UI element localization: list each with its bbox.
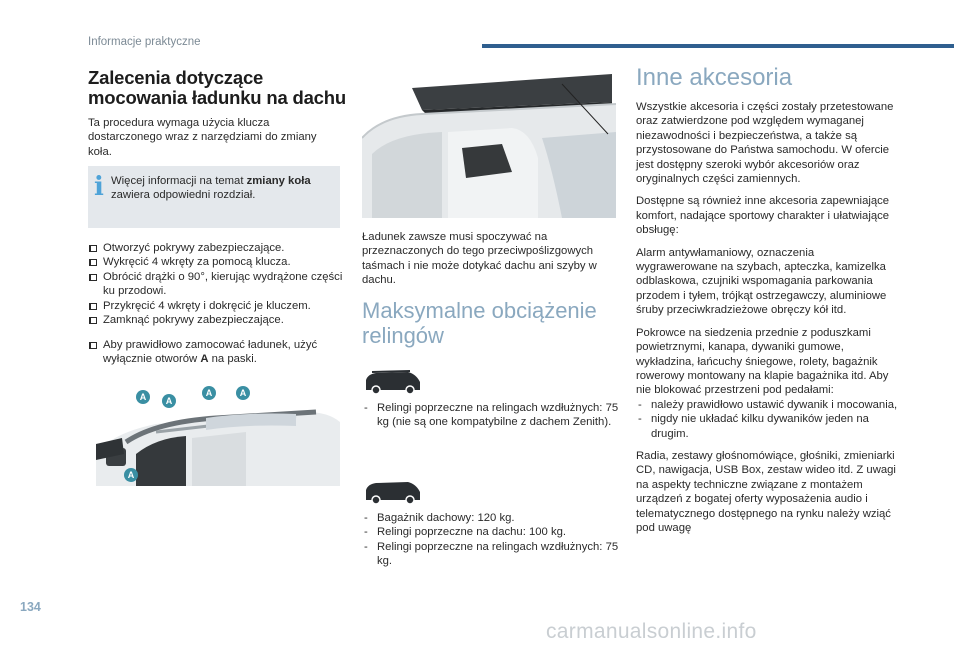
marker-a: A: [136, 390, 150, 404]
load-text: Ładunek zawsze musi spoczywać na przeznaczonych do tego przeciwpoślizgowych taśmach i nie może dotykać dachu ani szyby w dachu.: [362, 231, 597, 287]
step-item: Obrócić drążki o 90°, kierując wydrążone części ku przodowi.: [88, 270, 346, 299]
marker-a: A: [124, 468, 138, 482]
step-item: Otworzyć pokrywy zabezpieczające.: [88, 241, 346, 255]
section-title: Informacje praktyczne: [88, 36, 201, 48]
limit-item: - Relingi poprzeczne na dachu: 100 kg.: [362, 525, 624, 539]
limit-item: - Relingi poprzeczne na relingach wzdłużnych: 75 kg (nie są one kompatybilne z dachem Zenith).: [362, 401, 624, 430]
header-rule: [482, 44, 954, 48]
load-note: [362, 230, 622, 288]
info-prefix: Więcej informacji na temat: [111, 175, 247, 187]
info-suffix: zawiera odpowiedni rozdział.: [111, 189, 256, 202]
limits-list-2-block: [362, 511, 624, 569]
limits-list-1: [362, 401, 624, 430]
marker-a: A: [236, 386, 250, 400]
accessories-p1: Wszystkie akcesoria i części zostały przetestowane oraz zatwierdzone pod względem wymaganej niezawodności i bezpieczeństwa, a także są przystosowane do Państwa samochodu. W ofercie jest dostępny szeroki wybór akcesoriów oraz oryginalnych części zamiennych.: [636, 101, 894, 186]
roof-load-intro: [88, 116, 343, 159]
page-number: 134: [20, 600, 41, 614]
accessories-heading: Inne akcesoria: [636, 64, 793, 91]
limits-list-1-block: [362, 401, 624, 430]
watermark: carmanualsonline.info: [546, 620, 757, 643]
step-item: Zamknąć pokrywy zabezpieczające.: [88, 313, 346, 327]
roof-box-photo: [362, 68, 616, 218]
roof-load-title: Zalecenia dotyczące mocowania ładunku na dachu: [88, 67, 346, 108]
info-text: [111, 174, 335, 203]
roof-rails-photo: [96, 382, 340, 486]
accessories-p2: Dostępne są również inne akcesoria zapewniające komfort, nadające sportowy charakter i ułatwiające obsługę:: [636, 195, 890, 237]
floor-mat-list: [636, 398, 898, 441]
steps-block: [88, 241, 346, 327]
floor-mat-item: - nigdy nie układać kilku dywaników jeden na drugim.: [636, 412, 898, 441]
info-bold-link: zmiany koła: [246, 175, 311, 187]
intro-text: Ta procedura wymaga użycia klucza dostarczonego wraz z narzędziami do zmiany koła.: [88, 117, 317, 158]
roof-box-illustration: [362, 68, 616, 218]
van-rails-icon: [362, 366, 422, 396]
steps-list: [88, 241, 346, 327]
accessories-p4: Pokrowce na siedzenia przednie z poduszkami powietrznymi, kanapa, dywaniki gumowe, wykładzina, łańcuchy śniegowe, rolety, bagażnik rowerowy montowany na klapie bagażnika itd. Aby nie blokować przestrzeni pod pedałami:: [636, 326, 889, 397]
step-item: Wykręcić 4 wkręty za pomocą klucza.: [88, 255, 346, 269]
limits-list-2: [362, 511, 624, 569]
van-roof-icon: [362, 476, 422, 506]
accessories-p3: Alarm antywłamaniowy, oznaczenia wygrawerowane na szybach, apteczka, kamizelka odblaskowa, czujniki wspomagania parkowania przodem i tyłem, trójkąt ostrzegawczy, aluminiowe śruby przeciwkradzieżowe obręczy kół itd.: [636, 246, 887, 317]
limit-item: - Bagażnik dachowy: 120 kg.: [362, 511, 624, 525]
step-item: Przykręcić 4 wkręty i dokręcić je kluczem.: [88, 299, 346, 313]
max-load-heading: Maksymalne obciążenie relingów: [362, 298, 597, 348]
info-box: [88, 166, 340, 228]
marker-a: A: [202, 386, 216, 400]
accessories-p5: Radia, zestawy głośnomówiące, głośniki, zmieniarki CD, nawigacja, USB Box, zestaw wideo itd. Z uwagi na aspekty techniczne związane z montażem urządzeń z bogatej oferty wyposażenia audio i telematycznego dostępnego na rynku należy wziąć pod uwagę: [636, 449, 896, 534]
floor-mat-item: - należy prawidłowo ustawić dywanik i mocowania,: [636, 398, 898, 412]
info-icon: i: [94, 172, 104, 202]
limit-item: - Relingi poprzeczne na relingach wzdłużnych: 75 kg.: [362, 540, 624, 569]
strap-note: Aby prawidłowo zamocować ładunek, użyć wyłącznie otworów A na paski.: [88, 338, 346, 367]
marker-a: A: [162, 394, 176, 408]
strap-note-block: [88, 338, 346, 367]
accessories-body: [636, 100, 898, 535]
